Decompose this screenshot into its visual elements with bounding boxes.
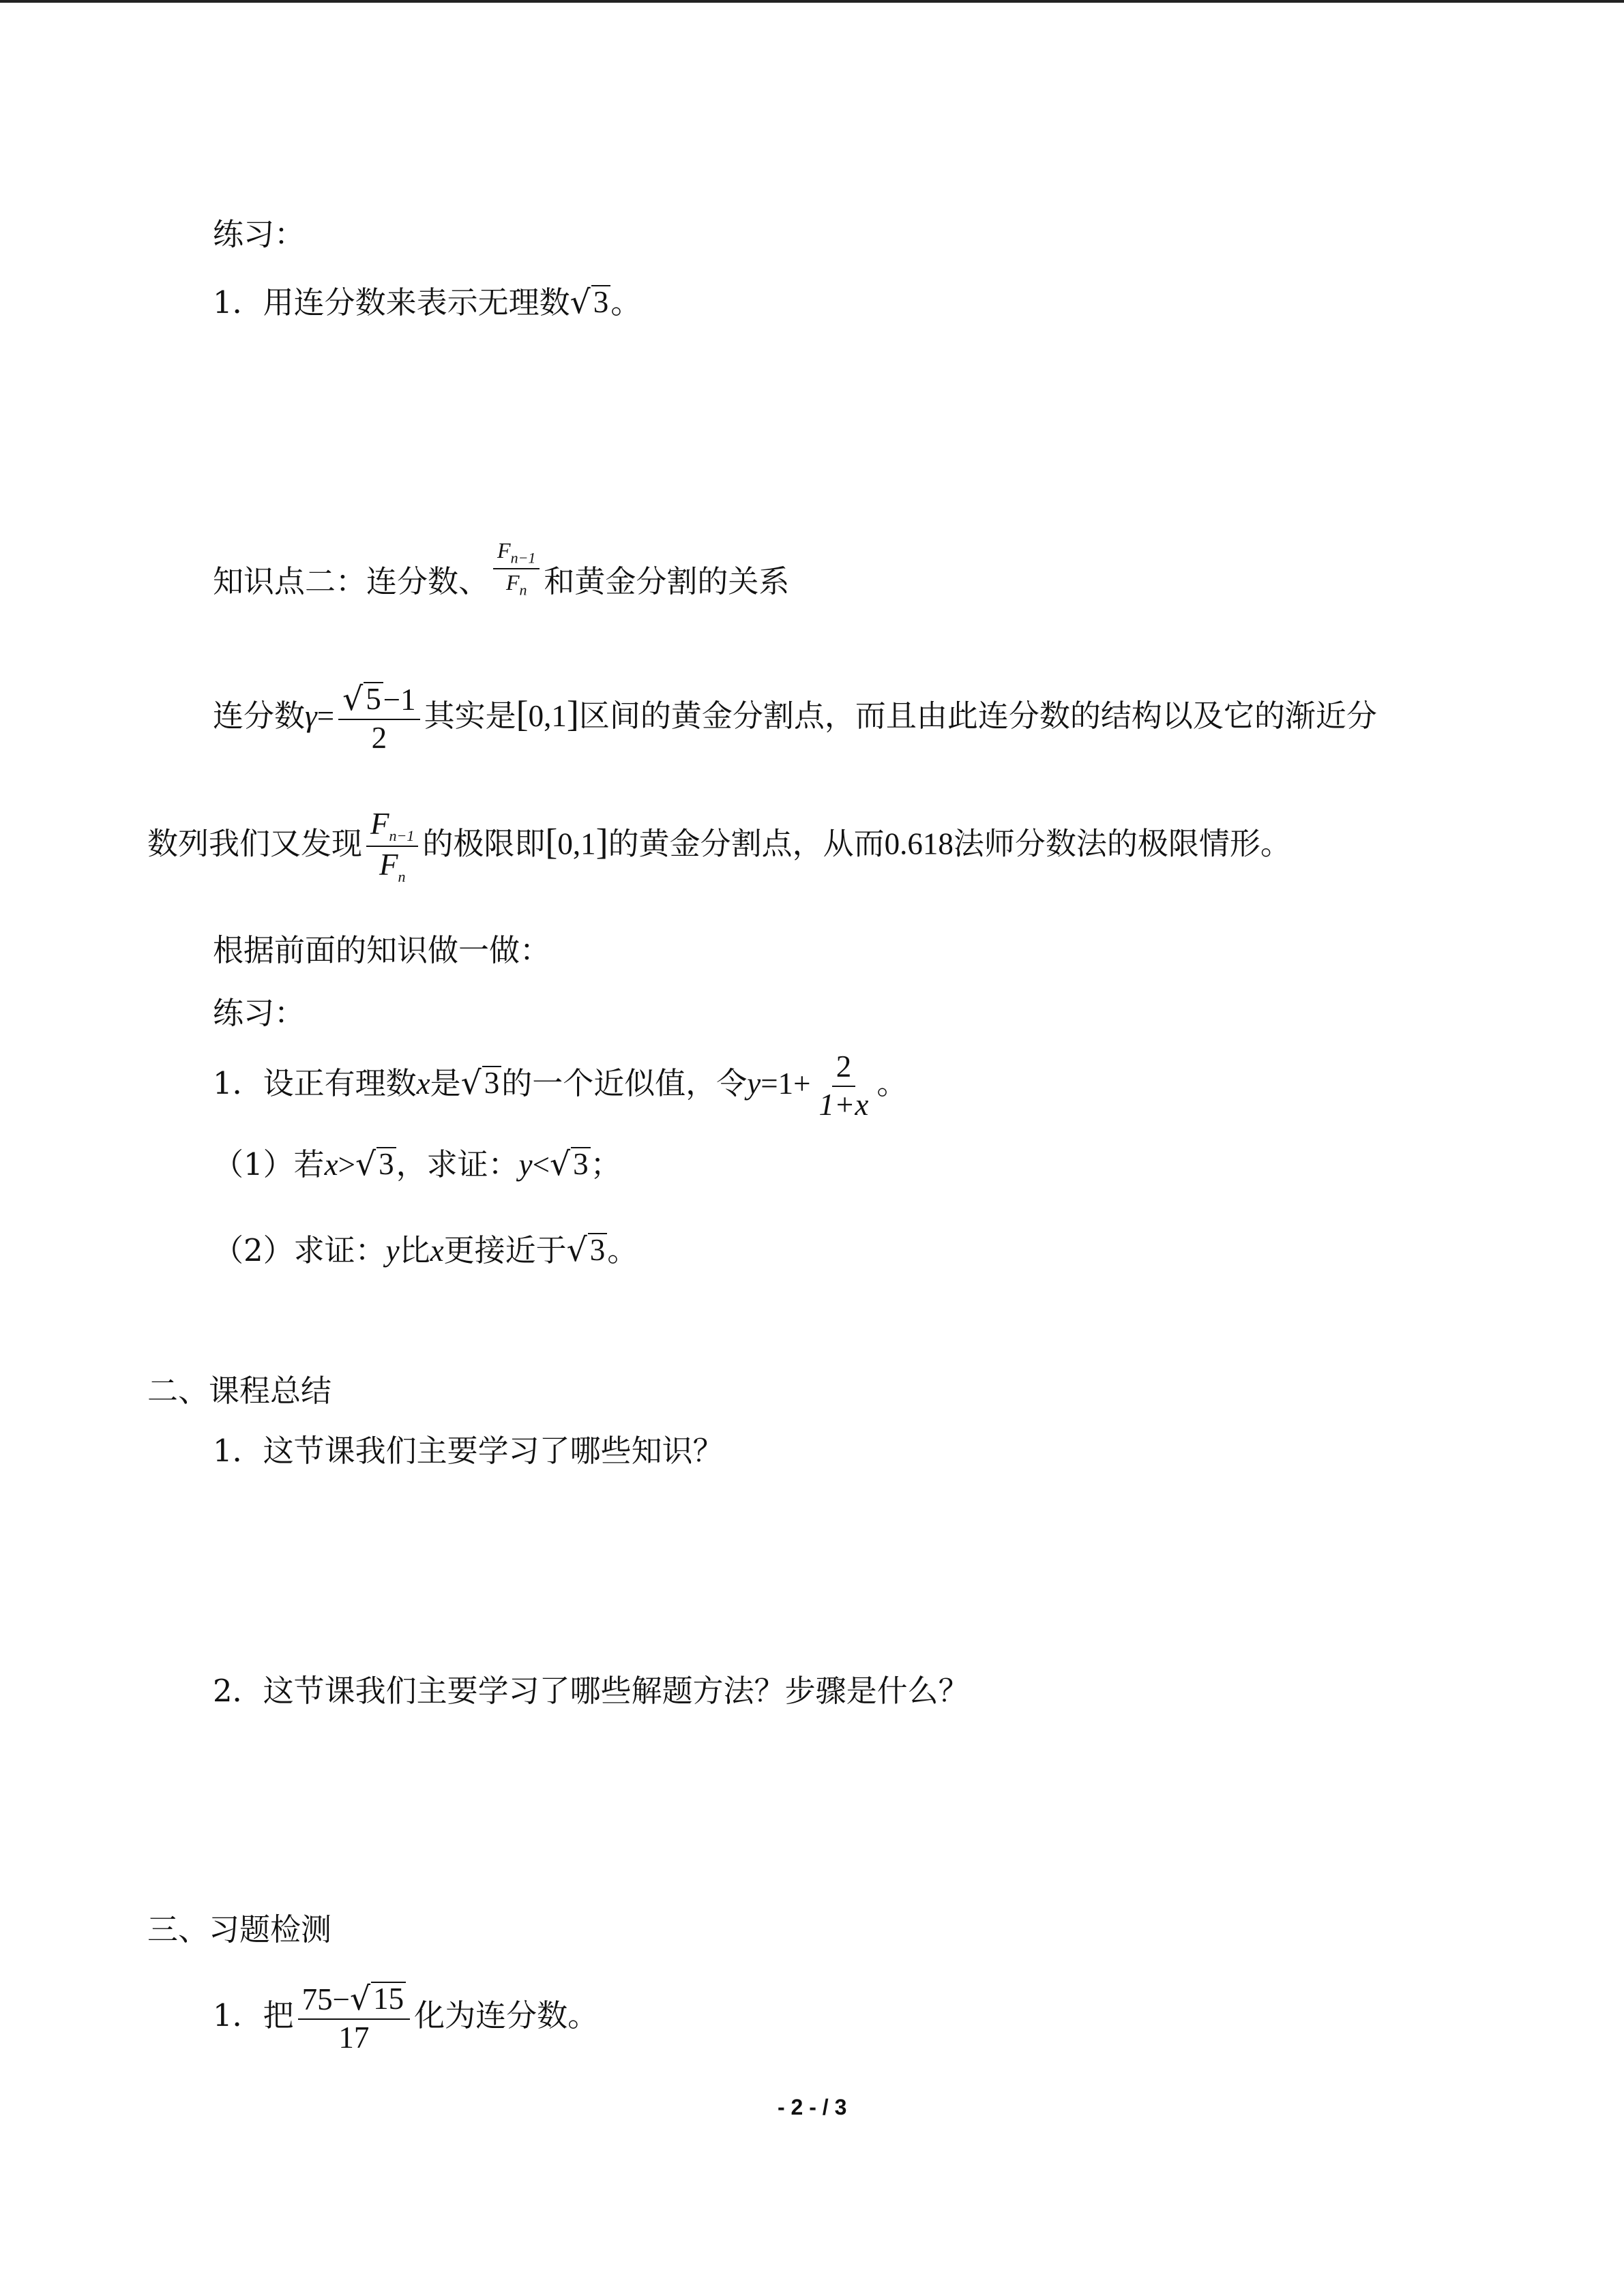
practice-2-question-1: 1．设正有理数x是 √ 3 的一个近似值，令y=1+ $\frac{2}{1+x}$ 。: [213, 1049, 908, 1122]
summary-heading: 二、课程总结: [147, 1373, 332, 1409]
practice-2-heading: 练习：: [213, 995, 306, 1031]
test-heading: 三、习题检测: [147, 1911, 332, 1948]
knowledge-point-2-heading: 知识点二：连分数、 $\frac{F_{n-1}}{F_n}$ 和黄金分割的关系: [213, 538, 790, 600]
page-number: - 2 - / 3: [778, 2095, 847, 2119]
golden-ratio-paragraph-line-2: 数列我们又发现 $\frac{F_{n-1}}{F_n}$ 的极限即[0,1]的黄金分割点，从而0.618法师分数法的极限情形。: [147, 807, 1291, 886]
practice-question-1: 1．用连分数来表示无理数 √ 3 。: [213, 284, 642, 321]
ratio-fraction: $\frac{F_{n-1}}{F_n}$: [493, 539, 540, 598]
top-border: [0, 0, 1624, 3]
summary-question-1: 1．这节课我们主要学习了哪些知识？: [213, 1433, 724, 1469]
summary-question-2: 2．这节课我们主要学习了哪些解题方法？步骤是什么？: [213, 1673, 969, 1709]
test-question-1: 1．把 75− √ 15 17 化为连分数。: [213, 1980, 599, 2055]
fibonacci-ratio: $\frac{F_{n-1}}{F_n}$: [366, 807, 418, 885]
practice-intro: 根据前面的知识做一做：: [213, 932, 551, 968]
practice-2-part-1: （1）若x> √ 3 ，求证：y< √ 3 ；: [213, 1146, 621, 1183]
test-fraction: 75− √ 15 17: [298, 1982, 411, 2055]
golden-ratio-paragraph-line-1: 连分数γ= √ 5 −1 2 其实是[0,1]区间的黄金分割点，而且由此连分数的结构以及它的渐近分: [213, 681, 1377, 755]
y-fraction: $\frac{2}{1+x}$: [818, 1049, 869, 1122]
gamma-fraction: √ 5 −1 2: [338, 682, 420, 755]
sqrt-3: √ 3: [570, 285, 611, 318]
practice-heading: 练习：: [213, 216, 306, 252]
practice-2-part-2: （2）求证：y比x更接近于 √ 3 。: [213, 1232, 638, 1269]
